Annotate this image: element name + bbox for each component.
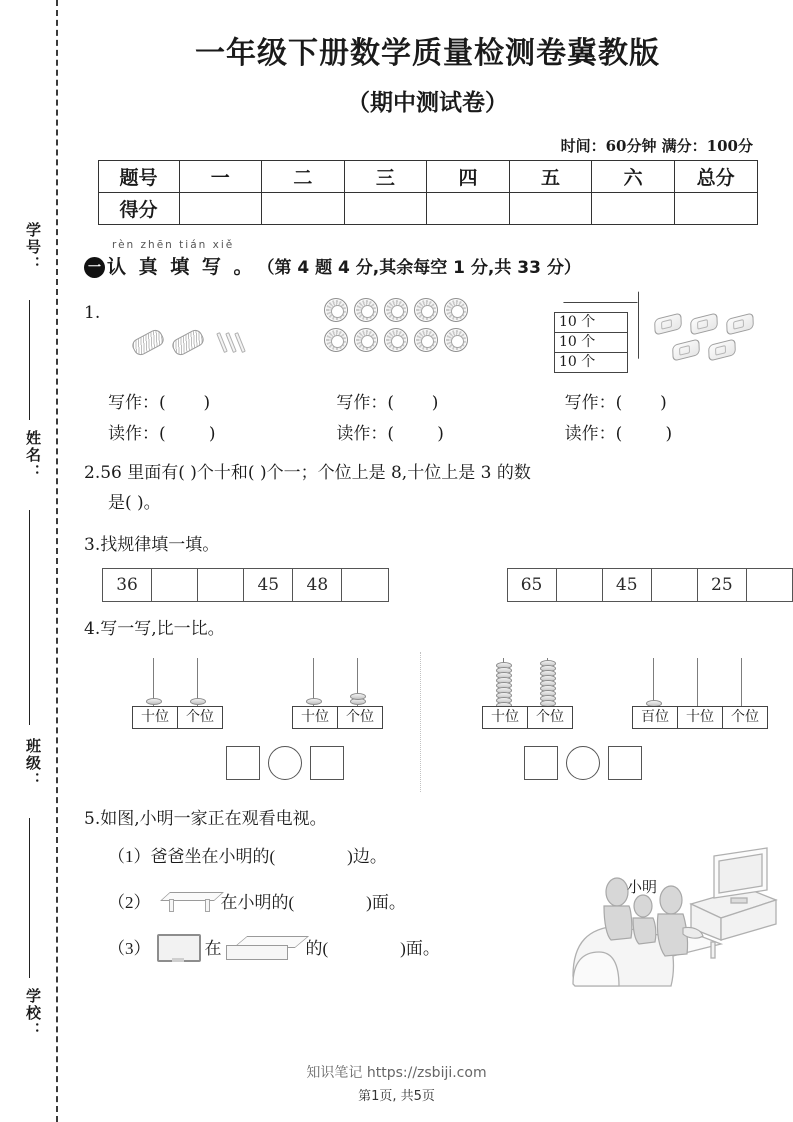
compare-operator-circle[interactable] [566,746,600,780]
q5-sub2-text-b: 在小明的( [220,893,295,912]
table-row [507,569,793,602]
compare-box-b[interactable] [310,746,344,780]
footer-page-number: 第1页, 共5页 [358,1089,435,1104]
q5-sub2-text-c: )面。 [366,893,406,912]
place-label-ones: 个位 [337,706,383,729]
question-1-number: 1. [84,303,101,323]
pattern-table-left [102,568,389,602]
place-label-ones: 个位 [527,706,573,729]
question-2-line-2[interactable]: 是( )。 [108,493,161,513]
compare-operator-circle[interactable] [268,746,302,780]
q1-write-blank-1[interactable]: 写作：( ) [108,393,211,413]
compare-answer-right [524,746,642,780]
page-title: 一年级下册数学质量检测卷冀教版 [195,36,660,71]
place-label-ones: 个位 [177,706,223,729]
score-header-cell: 三 [344,161,427,193]
pattern-cell[interactable] [651,569,697,602]
q5-sub3-text-b: 在 [204,939,222,958]
compare-box-b[interactable] [608,746,642,780]
question-2-line-1[interactable]: 2.56 里面有( )个十和( )个一；个位上是 8,十位上是 3 的数 [84,463,531,483]
compare-answer-left [226,746,344,780]
pattern-cell[interactable]: 36 [103,569,152,602]
binding-margin [0,0,62,1122]
section-number-badge: 一 [84,257,105,278]
score-input-cell[interactable] [427,193,510,225]
score-input-cell[interactable] [509,193,592,225]
question-5-prompt: 5.如图,小明一家正在观看电视。 [84,809,327,829]
box-ten-label: 10 个 [554,332,628,352]
score-input-cell[interactable] [592,193,675,225]
table-row [103,569,389,602]
place-label-hundreds: 百位 [632,706,677,729]
scene-label-xiaoming: 小明 [627,878,658,896]
pattern-cell[interactable]: 48 [293,569,342,602]
q5-sub3-text-d: )面。 [400,939,440,958]
score-header-cell: 题号 [98,161,179,193]
pattern-cell[interactable]: 45 [602,569,651,602]
margin-rule-2 [29,510,30,725]
exam-sheet [62,0,793,1122]
pattern-cell[interactable] [152,569,198,602]
score-header-cell: 一 [179,161,262,193]
pattern-cell[interactable] [342,569,388,602]
margin-label-name: 姓名： [24,430,42,481]
place-label-tens: 十位 [292,706,337,729]
page-subtitle: （期中测试卷） [347,89,508,116]
table-row-score [98,193,757,225]
section-note: （第 4 题 4 分,其余每空 1 分,共 33 分） [257,258,581,278]
pattern-cell[interactable]: 45 [244,569,293,602]
question-3-prompt: 3.找规律填一填。 [84,535,220,555]
tv-cabinet-icon [226,936,302,962]
exam-meta: 时间：60分钟 满分：100分 [560,137,753,155]
compare-box-a[interactable] [226,746,260,780]
margin-label-student-id: 学号： [24,222,42,273]
score-header-cell: 总分 [674,161,757,193]
score-header-cell: 四 [427,161,510,193]
table-row-header [98,161,757,193]
question-4-prompt: 4.写一写,比一比。 [84,619,225,639]
bead-rings-illustration [324,298,504,362]
score-input-cell[interactable] [179,193,262,225]
q1-write-blank-3[interactable]: 写作：( ) [564,393,667,413]
family-watching-tv-illustration [571,844,781,989]
coffee-table-icon [155,892,217,914]
q4-divider [420,652,421,792]
cut-line [56,0,58,1122]
place-label-tens: 十位 [482,706,527,729]
compare-box-a[interactable] [524,746,558,780]
section-title: 认 真 填 写 。 [107,256,256,278]
q1-read-blank-1[interactable]: 读作：( ) [108,424,216,444]
q1-write-blank-2[interactable]: 写作：( ) [336,393,439,413]
section-pinyin: rèn zhēn tián xiě [112,239,235,251]
pattern-table-right [507,568,793,602]
question-1 [84,294,793,444]
q1-read-blank-3[interactable]: 读作：( ) [564,424,673,444]
footer-brand: 知识笔记 https://zsbiji.com [306,1065,487,1081]
margin-rule-3 [29,818,30,978]
margin-rule-1 [29,300,30,420]
score-table [98,160,758,225]
pattern-cell[interactable] [746,569,792,602]
score-input-cell[interactable] [674,193,757,225]
score-row-label: 得分 [98,193,179,225]
q5-sub1-text-b: )边。 [347,847,387,866]
score-header-cell: 五 [509,161,592,193]
score-input-cell[interactable] [262,193,345,225]
pattern-cell[interactable] [556,569,602,602]
place-label-tens: 十位 [677,706,722,729]
section-one-header [84,239,793,280]
q5-sub2-text-a: （2） [108,893,151,912]
pattern-cell[interactable]: 25 [697,569,746,602]
place-label-ones: 个位 [722,706,768,729]
margin-label-class: 班级： [24,738,42,789]
question-3 [84,530,793,602]
box-ten-label: 10 个 [554,312,628,332]
margin-label-school: 学校： [24,988,42,1039]
q5-sub1-text-a: （1）爸爸坐在小明的( [108,847,276,866]
place-label-tens: 十位 [132,706,177,729]
boxes-of-ten-illustration [554,300,784,380]
score-input-cell[interactable] [344,193,427,225]
scene-svg [571,844,781,989]
pattern-cell[interactable]: 65 [507,569,556,602]
pattern-cell[interactable] [198,569,244,602]
q5-sub3-text-a: （3） [108,939,151,958]
score-header-cell: 二 [262,161,345,193]
television-icon [155,934,201,964]
q1-read-blank-2[interactable]: 读作：( ) [336,424,444,444]
box-ten-label: 10 个 [554,352,628,373]
question-5 [84,804,793,972]
score-header-cell: 六 [592,161,675,193]
q5-sub3-text-c: 的( [305,939,329,958]
question-2 [84,458,793,518]
sticks-illustration [128,312,278,372]
question-4 [84,614,793,800]
